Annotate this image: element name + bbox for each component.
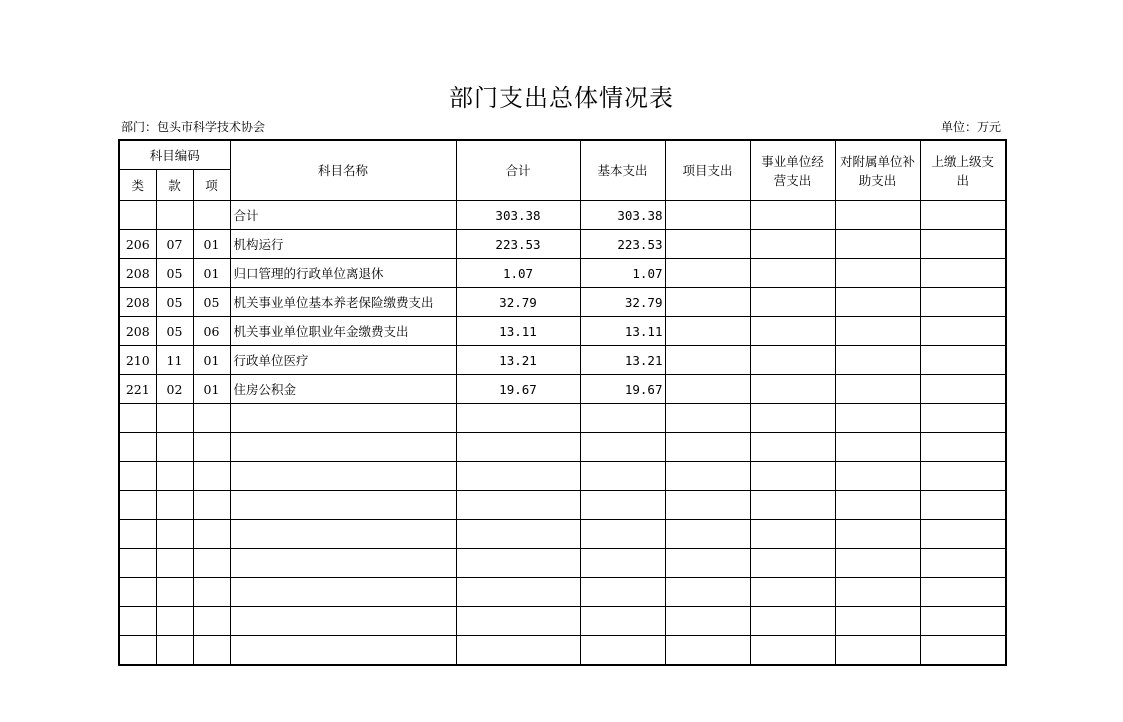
cell-subject-name: 机关事业单位基本养老保险缴费支出 bbox=[230, 288, 456, 317]
cell-business bbox=[750, 433, 835, 462]
cell-subject-name: 行政单位医疗 bbox=[230, 346, 456, 375]
cell-subject-name bbox=[230, 607, 456, 636]
cell-total bbox=[456, 520, 580, 549]
header-basic-expenditure: 基本支出 bbox=[580, 140, 665, 201]
cell-remit bbox=[920, 375, 1006, 404]
cell-subsidy bbox=[835, 433, 920, 462]
cell-basic bbox=[580, 549, 665, 578]
cell-business bbox=[750, 491, 835, 520]
cell-subject-name: 机构运行 bbox=[230, 230, 456, 259]
cell-remit bbox=[920, 317, 1006, 346]
cell-lei: 208 bbox=[119, 317, 156, 346]
unit-label: 单位：万元 bbox=[940, 120, 1001, 134]
cell-business bbox=[750, 404, 835, 433]
cell-project bbox=[665, 259, 750, 288]
cell-basic: 13.21 bbox=[580, 346, 665, 375]
cell-basic: 1.07 bbox=[580, 259, 665, 288]
cell-xiang bbox=[193, 404, 230, 433]
cell-business bbox=[750, 230, 835, 259]
header-xiang: 项 bbox=[193, 170, 230, 201]
cell-total: 303.38 bbox=[456, 201, 580, 230]
table-row bbox=[119, 375, 1006, 404]
cell-kuan bbox=[156, 549, 193, 578]
cell-total: 1.07 bbox=[456, 259, 580, 288]
cell-subject-name: 合计 bbox=[230, 201, 456, 230]
cell-xiang bbox=[193, 201, 230, 230]
cell-basic bbox=[580, 607, 665, 636]
cell-remit bbox=[920, 259, 1006, 288]
table-row bbox=[119, 433, 1006, 462]
table-row bbox=[119, 288, 1006, 317]
cell-lei bbox=[119, 462, 156, 491]
cell-lei bbox=[119, 201, 156, 230]
table-row bbox=[119, 636, 1006, 666]
table-row bbox=[119, 201, 1006, 230]
cell-project bbox=[665, 607, 750, 636]
cell-total bbox=[456, 491, 580, 520]
cell-lei: 208 bbox=[119, 259, 156, 288]
cell-kuan bbox=[156, 520, 193, 549]
cell-basic bbox=[580, 636, 665, 666]
cell-business bbox=[750, 375, 835, 404]
cell-subsidy bbox=[835, 404, 920, 433]
cell-lei: 206 bbox=[119, 230, 156, 259]
cell-business bbox=[750, 201, 835, 230]
cell-total bbox=[456, 404, 580, 433]
cell-subsidy bbox=[835, 607, 920, 636]
cell-subject-name bbox=[230, 433, 456, 462]
cell-subject-name bbox=[230, 636, 456, 666]
cell-subsidy bbox=[835, 636, 920, 666]
cell-total: 223.53 bbox=[456, 230, 580, 259]
cell-lei bbox=[119, 607, 156, 636]
table-row bbox=[119, 607, 1006, 636]
cell-lei bbox=[119, 549, 156, 578]
cell-remit bbox=[920, 462, 1006, 491]
cell-basic bbox=[580, 578, 665, 607]
cell-xiang: 06 bbox=[193, 317, 230, 346]
header-project-expenditure: 项目支出 bbox=[665, 140, 750, 201]
cell-project bbox=[665, 317, 750, 346]
table-row bbox=[119, 549, 1006, 578]
cell-kuan bbox=[156, 636, 193, 666]
cell-subject-name bbox=[230, 520, 456, 549]
cell-xiang bbox=[193, 549, 230, 578]
header-lei: 类 bbox=[119, 170, 156, 201]
cell-basic: 223.53 bbox=[580, 230, 665, 259]
cell-subject-name bbox=[230, 462, 456, 491]
cell-business bbox=[750, 636, 835, 666]
table-row bbox=[119, 317, 1006, 346]
cell-project bbox=[665, 578, 750, 607]
cell-basic: 19.67 bbox=[580, 375, 665, 404]
table-row bbox=[119, 491, 1006, 520]
cell-subsidy bbox=[835, 288, 920, 317]
cell-basic bbox=[580, 520, 665, 549]
cell-subsidy bbox=[835, 259, 920, 288]
cell-remit bbox=[920, 607, 1006, 636]
cell-total bbox=[456, 549, 580, 578]
header-kuan: 款 bbox=[156, 170, 193, 201]
cell-kuan bbox=[156, 462, 193, 491]
page-title: 部门支出总体情况表 bbox=[449, 84, 674, 112]
cell-remit bbox=[920, 346, 1006, 375]
cell-lei bbox=[119, 491, 156, 520]
table-row bbox=[119, 230, 1006, 259]
cell-lei bbox=[119, 578, 156, 607]
header-business-expenditure: 事业单位经营支出 bbox=[750, 140, 835, 201]
cell-kuan bbox=[156, 433, 193, 462]
cell-project bbox=[665, 549, 750, 578]
cell-subsidy bbox=[835, 201, 920, 230]
header-subsidy-expenditure: 对附属单位补助支出 bbox=[835, 140, 920, 201]
table-row bbox=[119, 578, 1006, 607]
cell-kuan bbox=[156, 491, 193, 520]
cell-remit bbox=[920, 201, 1006, 230]
cell-subject-name bbox=[230, 549, 456, 578]
cell-project bbox=[665, 346, 750, 375]
cell-lei: 210 bbox=[119, 346, 156, 375]
cell-remit bbox=[920, 288, 1006, 317]
cell-project bbox=[665, 288, 750, 317]
cell-xiang bbox=[193, 607, 230, 636]
cell-business bbox=[750, 549, 835, 578]
cell-business bbox=[750, 578, 835, 607]
cell-xiang: 01 bbox=[193, 346, 230, 375]
header-subject-code: 科目编码 bbox=[119, 140, 230, 170]
cell-subject-name bbox=[230, 491, 456, 520]
cell-kuan: 07 bbox=[156, 230, 193, 259]
cell-kuan: 11 bbox=[156, 346, 193, 375]
cell-total: 13.11 bbox=[456, 317, 580, 346]
cell-lei bbox=[119, 636, 156, 666]
cell-lei bbox=[119, 404, 156, 433]
cell-remit bbox=[920, 578, 1006, 607]
cell-xiang bbox=[193, 462, 230, 491]
table-row bbox=[119, 346, 1006, 375]
cell-remit bbox=[920, 636, 1006, 666]
cell-subsidy bbox=[835, 491, 920, 520]
cell-kuan: 05 bbox=[156, 259, 193, 288]
cell-xiang bbox=[193, 520, 230, 549]
header-total: 合计 bbox=[456, 140, 580, 201]
cell-total: 32.79 bbox=[456, 288, 580, 317]
cell-remit bbox=[920, 230, 1006, 259]
cell-subsidy bbox=[835, 375, 920, 404]
cell-remit bbox=[920, 491, 1006, 520]
cell-business bbox=[750, 462, 835, 491]
cell-project bbox=[665, 201, 750, 230]
cell-total: 13.21 bbox=[456, 346, 580, 375]
cell-lei: 221 bbox=[119, 375, 156, 404]
cell-subsidy bbox=[835, 549, 920, 578]
cell-project bbox=[665, 520, 750, 549]
cell-lei bbox=[119, 433, 156, 462]
cell-subject-name: 归口管理的行政单位离退休 bbox=[230, 259, 456, 288]
cell-business bbox=[750, 259, 835, 288]
cell-project bbox=[665, 230, 750, 259]
cell-xiang bbox=[193, 433, 230, 462]
header-subject-name: 科目名称 bbox=[230, 140, 456, 201]
cell-subject-name bbox=[230, 404, 456, 433]
cell-project bbox=[665, 491, 750, 520]
cell-subsidy bbox=[835, 578, 920, 607]
cell-project bbox=[665, 375, 750, 404]
cell-business bbox=[750, 288, 835, 317]
cell-basic bbox=[580, 462, 665, 491]
cell-project bbox=[665, 636, 750, 666]
cell-basic bbox=[580, 404, 665, 433]
cell-basic: 32.79 bbox=[580, 288, 665, 317]
cell-kuan: 05 bbox=[156, 317, 193, 346]
cell-xiang bbox=[193, 636, 230, 666]
cell-subject-name bbox=[230, 578, 456, 607]
cell-remit bbox=[920, 520, 1006, 549]
cell-kuan bbox=[156, 578, 193, 607]
cell-subsidy bbox=[835, 520, 920, 549]
table-row bbox=[119, 520, 1006, 549]
cell-remit bbox=[920, 404, 1006, 433]
cell-total bbox=[456, 578, 580, 607]
cell-remit bbox=[920, 549, 1006, 578]
table-row bbox=[119, 462, 1006, 491]
cell-project bbox=[665, 462, 750, 491]
cell-xiang: 01 bbox=[193, 375, 230, 404]
expenditure-table bbox=[118, 139, 1007, 666]
cell-kuan bbox=[156, 607, 193, 636]
cell-xiang: 05 bbox=[193, 288, 230, 317]
cell-total bbox=[456, 462, 580, 491]
cell-business bbox=[750, 520, 835, 549]
cell-kuan: 05 bbox=[156, 288, 193, 317]
cell-subsidy bbox=[835, 462, 920, 491]
cell-project bbox=[665, 404, 750, 433]
header-remit-expenditure: 上缴上级支出 bbox=[920, 140, 1006, 201]
cell-subsidy bbox=[835, 317, 920, 346]
cell-total bbox=[456, 607, 580, 636]
cell-basic: 13.11 bbox=[580, 317, 665, 346]
cell-xiang bbox=[193, 491, 230, 520]
cell-total: 19.67 bbox=[456, 375, 580, 404]
department-label: 部门：包头市科学技术协会 bbox=[121, 120, 266, 134]
table-row bbox=[119, 404, 1006, 433]
cell-total bbox=[456, 433, 580, 462]
cell-basic: 303.38 bbox=[580, 201, 665, 230]
cell-subject-name: 机关事业单位职业年金缴费支出 bbox=[230, 317, 456, 346]
cell-business bbox=[750, 607, 835, 636]
cell-lei: 208 bbox=[119, 288, 156, 317]
cell-xiang: 01 bbox=[193, 230, 230, 259]
cell-kuan: 02 bbox=[156, 375, 193, 404]
table-row bbox=[119, 259, 1006, 288]
cell-subsidy bbox=[835, 346, 920, 375]
cell-basic bbox=[580, 491, 665, 520]
cell-lei bbox=[119, 520, 156, 549]
cell-project bbox=[665, 433, 750, 462]
cell-xiang: 01 bbox=[193, 259, 230, 288]
cell-basic bbox=[580, 433, 665, 462]
cell-total bbox=[456, 636, 580, 666]
cell-xiang bbox=[193, 578, 230, 607]
cell-business bbox=[750, 317, 835, 346]
cell-subsidy bbox=[835, 230, 920, 259]
cell-subject-name: 住房公积金 bbox=[230, 375, 456, 404]
cell-remit bbox=[920, 433, 1006, 462]
cell-kuan bbox=[156, 201, 193, 230]
cell-business bbox=[750, 346, 835, 375]
cell-kuan bbox=[156, 404, 193, 433]
